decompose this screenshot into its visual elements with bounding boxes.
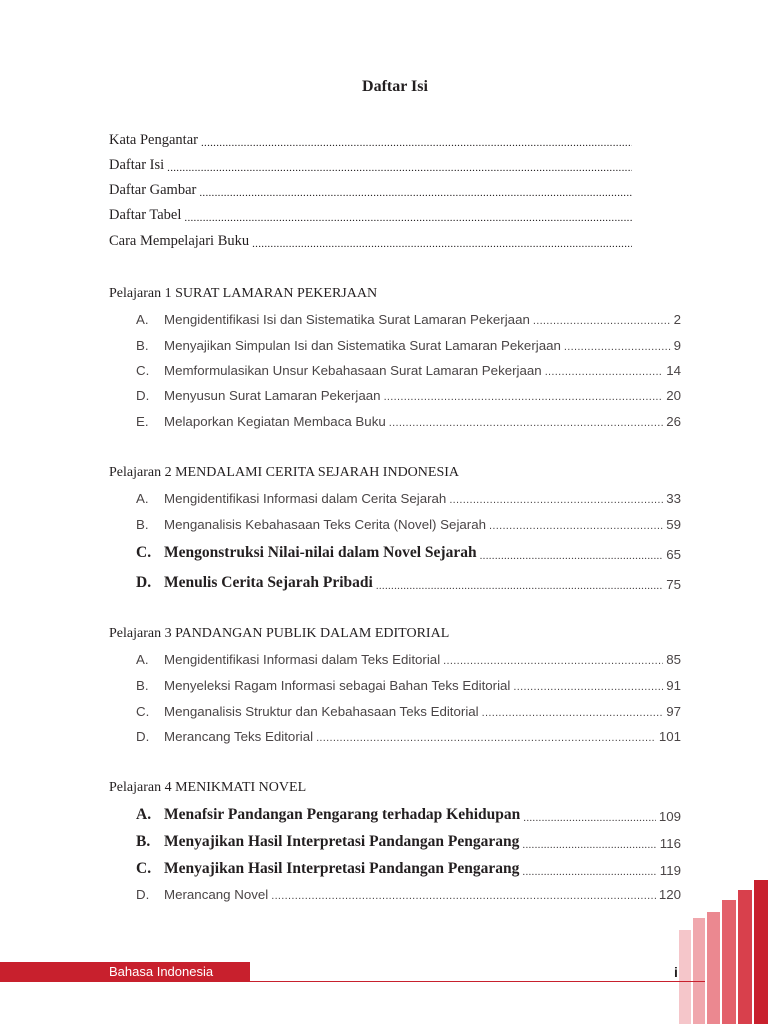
footer-book-title: Bahasa Indonesia [109,964,214,979]
toc-entry[interactable] [136,544,681,562]
footer-rule [250,981,705,982]
entry-letter: B. [136,517,149,532]
entry-letter: C. [136,363,150,378]
toc-entry-label: Daftar Isi [109,157,165,173]
entry-text: Menyajikan Hasil Interpretasi Pandangan Pengarang [164,860,520,877]
entry-letter: B. [136,678,149,693]
entry-letter: D. [136,729,150,744]
dot-leader [201,137,632,149]
dot-leader [443,655,663,667]
entry-page: 101 [658,729,681,744]
decorative-stripe [693,918,705,1024]
entry-text: Merancang Novel [164,887,269,902]
entry-text: Mengidentifikasi Informasi dalam Cerita Sejarah [164,491,447,506]
entry-letter: A. [136,312,149,327]
entry-text: Menyajikan Hasil Interpretasi Pandangan Pengarang [164,833,520,850]
entry-text: Mengidentifikasi Informasi dalam Teks Editorial [164,652,441,667]
entry-letter: C. [136,544,152,561]
decorative-stripe [722,900,736,1024]
entry-page: 75 [666,577,681,592]
dot-leader [271,890,656,902]
dot-leader [480,550,664,562]
toc-entry[interactable] [136,338,681,353]
entry-page: 14 [666,363,681,378]
entry-letter: B. [136,338,149,353]
toc-entry-label: Daftar Tabel [109,207,182,223]
entry-page: 26 [666,414,681,429]
toc-entry-daftar-isi[interactable] [109,157,635,174]
dot-leader [316,732,656,744]
lesson-3-heading: Pelajaran 3 PANDANGAN PUBLIK DALAM EDITORIAL [109,626,450,641]
entry-letter: B. [136,833,151,850]
entry-text: Memformulasikan Unsur Kebahasaan Surat Lamaran Pekerjaan [164,363,542,378]
entry-page: 20 [666,388,681,403]
page-title: Daftar Isi [362,78,428,95]
entry-text: Menulis Cerita Sejarah Pribadi [164,574,373,591]
entry-page: 59 [666,517,681,532]
entry-letter: E. [136,414,149,429]
decorative-stripe [707,912,720,1024]
entry-letter: D. [136,887,150,902]
entry-text: Mengonstruksi Nilai-nilai dalam Novel Sejarah [164,544,477,561]
entry-page: 33 [666,491,681,506]
toc-entry-kata-pengantar[interactable] [109,132,635,149]
decorative-stripe [679,930,691,1024]
entry-text: Menafsir Pandangan Pengarang terhadap Kehidupan [164,806,521,823]
entry-page: 65 [666,547,681,562]
toc-entry[interactable] [136,388,681,403]
entry-text: Menganalisis Struktur dan Kebahasaan Teks Editorial [164,704,479,719]
lesson-4-heading: Pelajaran 4 MENIKMATI NOVEL [109,780,307,795]
dot-leader [376,580,663,592]
entry-page: 116 [659,836,681,851]
toc-entry-cara-mempelajari-buku[interactable] [109,233,635,250]
entry-page: 109 [658,809,681,824]
dot-leader [449,494,663,506]
toc-entry[interactable] [136,887,681,902]
entry-page: 119 [659,863,681,878]
toc-entry[interactable] [136,652,681,667]
entry-page: 97 [666,704,681,719]
dot-leader [522,839,656,851]
dot-leader [489,520,663,532]
entry-letter: C. [136,704,150,719]
toc-entry-daftar-tabel[interactable] [109,207,635,224]
dot-leader [389,417,663,429]
dot-leader [545,366,664,378]
toc-entry[interactable] [136,363,681,378]
toc-entry[interactable] [136,704,681,719]
dot-leader [522,866,656,878]
toc-entry-label: Cara Mempelajari Buku [109,233,250,249]
entry-letter: A. [136,491,149,506]
entry-page: 9 [673,338,681,353]
entry-page: 2 [673,312,681,327]
page-number: i [674,964,678,980]
toc-entry[interactable] [136,806,681,824]
toc-entry-label: Daftar Gambar [109,182,197,198]
entry-letter: D. [136,388,150,403]
entry-letter: A. [136,652,149,667]
dot-leader [564,341,671,353]
dot-leader [523,812,656,824]
toc-entry[interactable] [136,312,681,327]
entry-text: Mengidentifikasi Isi dan Sistematika Surat Lamaran Pekerjaan [164,312,530,327]
toc-entry[interactable] [136,574,681,592]
entry-letter: D. [136,574,152,591]
entry-text: Menyusun Surat Lamaran Pekerjaan [164,388,381,403]
toc-entry-label: Kata Pengantar [109,132,198,148]
decorative-stripe [738,890,752,1024]
dot-leader [384,391,664,403]
dot-leader [482,707,664,719]
toc-entry[interactable] [136,729,681,744]
entry-text: Menyajikan Simpulan Isi dan Sistematika Surat Lamaran Pekerjaan [164,338,561,353]
toc-entry[interactable] [136,678,681,693]
dot-leader [513,681,663,693]
entry-page: 91 [666,678,681,693]
entry-text: Menganalisis Kebahasaan Teks Cerita (Novel) Sejarah [164,517,487,532]
entry-text: Melaporkan Kegiatan Membaca Buku [164,414,386,429]
entry-letter: C. [136,860,152,877]
entry-text: Merancang Teks Editorial [164,729,314,744]
entry-page: 85 [666,652,681,667]
dot-leader [184,212,632,224]
toc-entry[interactable] [136,860,681,878]
entry-text: Menyeleksi Ragam Informasi sebagai Bahan Teks Editorial [164,678,511,693]
toc-entry[interactable] [136,414,681,429]
decorative-stripe [754,880,768,1024]
toc-entry[interactable] [136,491,681,506]
entry-letter: A. [136,806,152,823]
dot-leader [199,187,632,199]
dot-leader [533,315,671,327]
dot-leader [167,162,632,174]
entry-page: 120 [658,887,681,902]
lesson-1-heading: Pelajaran 1 SURAT LAMARAN PEKERJAAN [109,286,378,301]
toc-entry-daftar-gambar[interactable] [109,182,635,199]
dot-leader [252,238,632,250]
toc-entry[interactable] [136,833,681,851]
toc-entry[interactable] [136,517,681,532]
lesson-2-heading: Pelajaran 2 MENDALAMI CERITA SEJARAH INDONESIA [109,465,460,480]
